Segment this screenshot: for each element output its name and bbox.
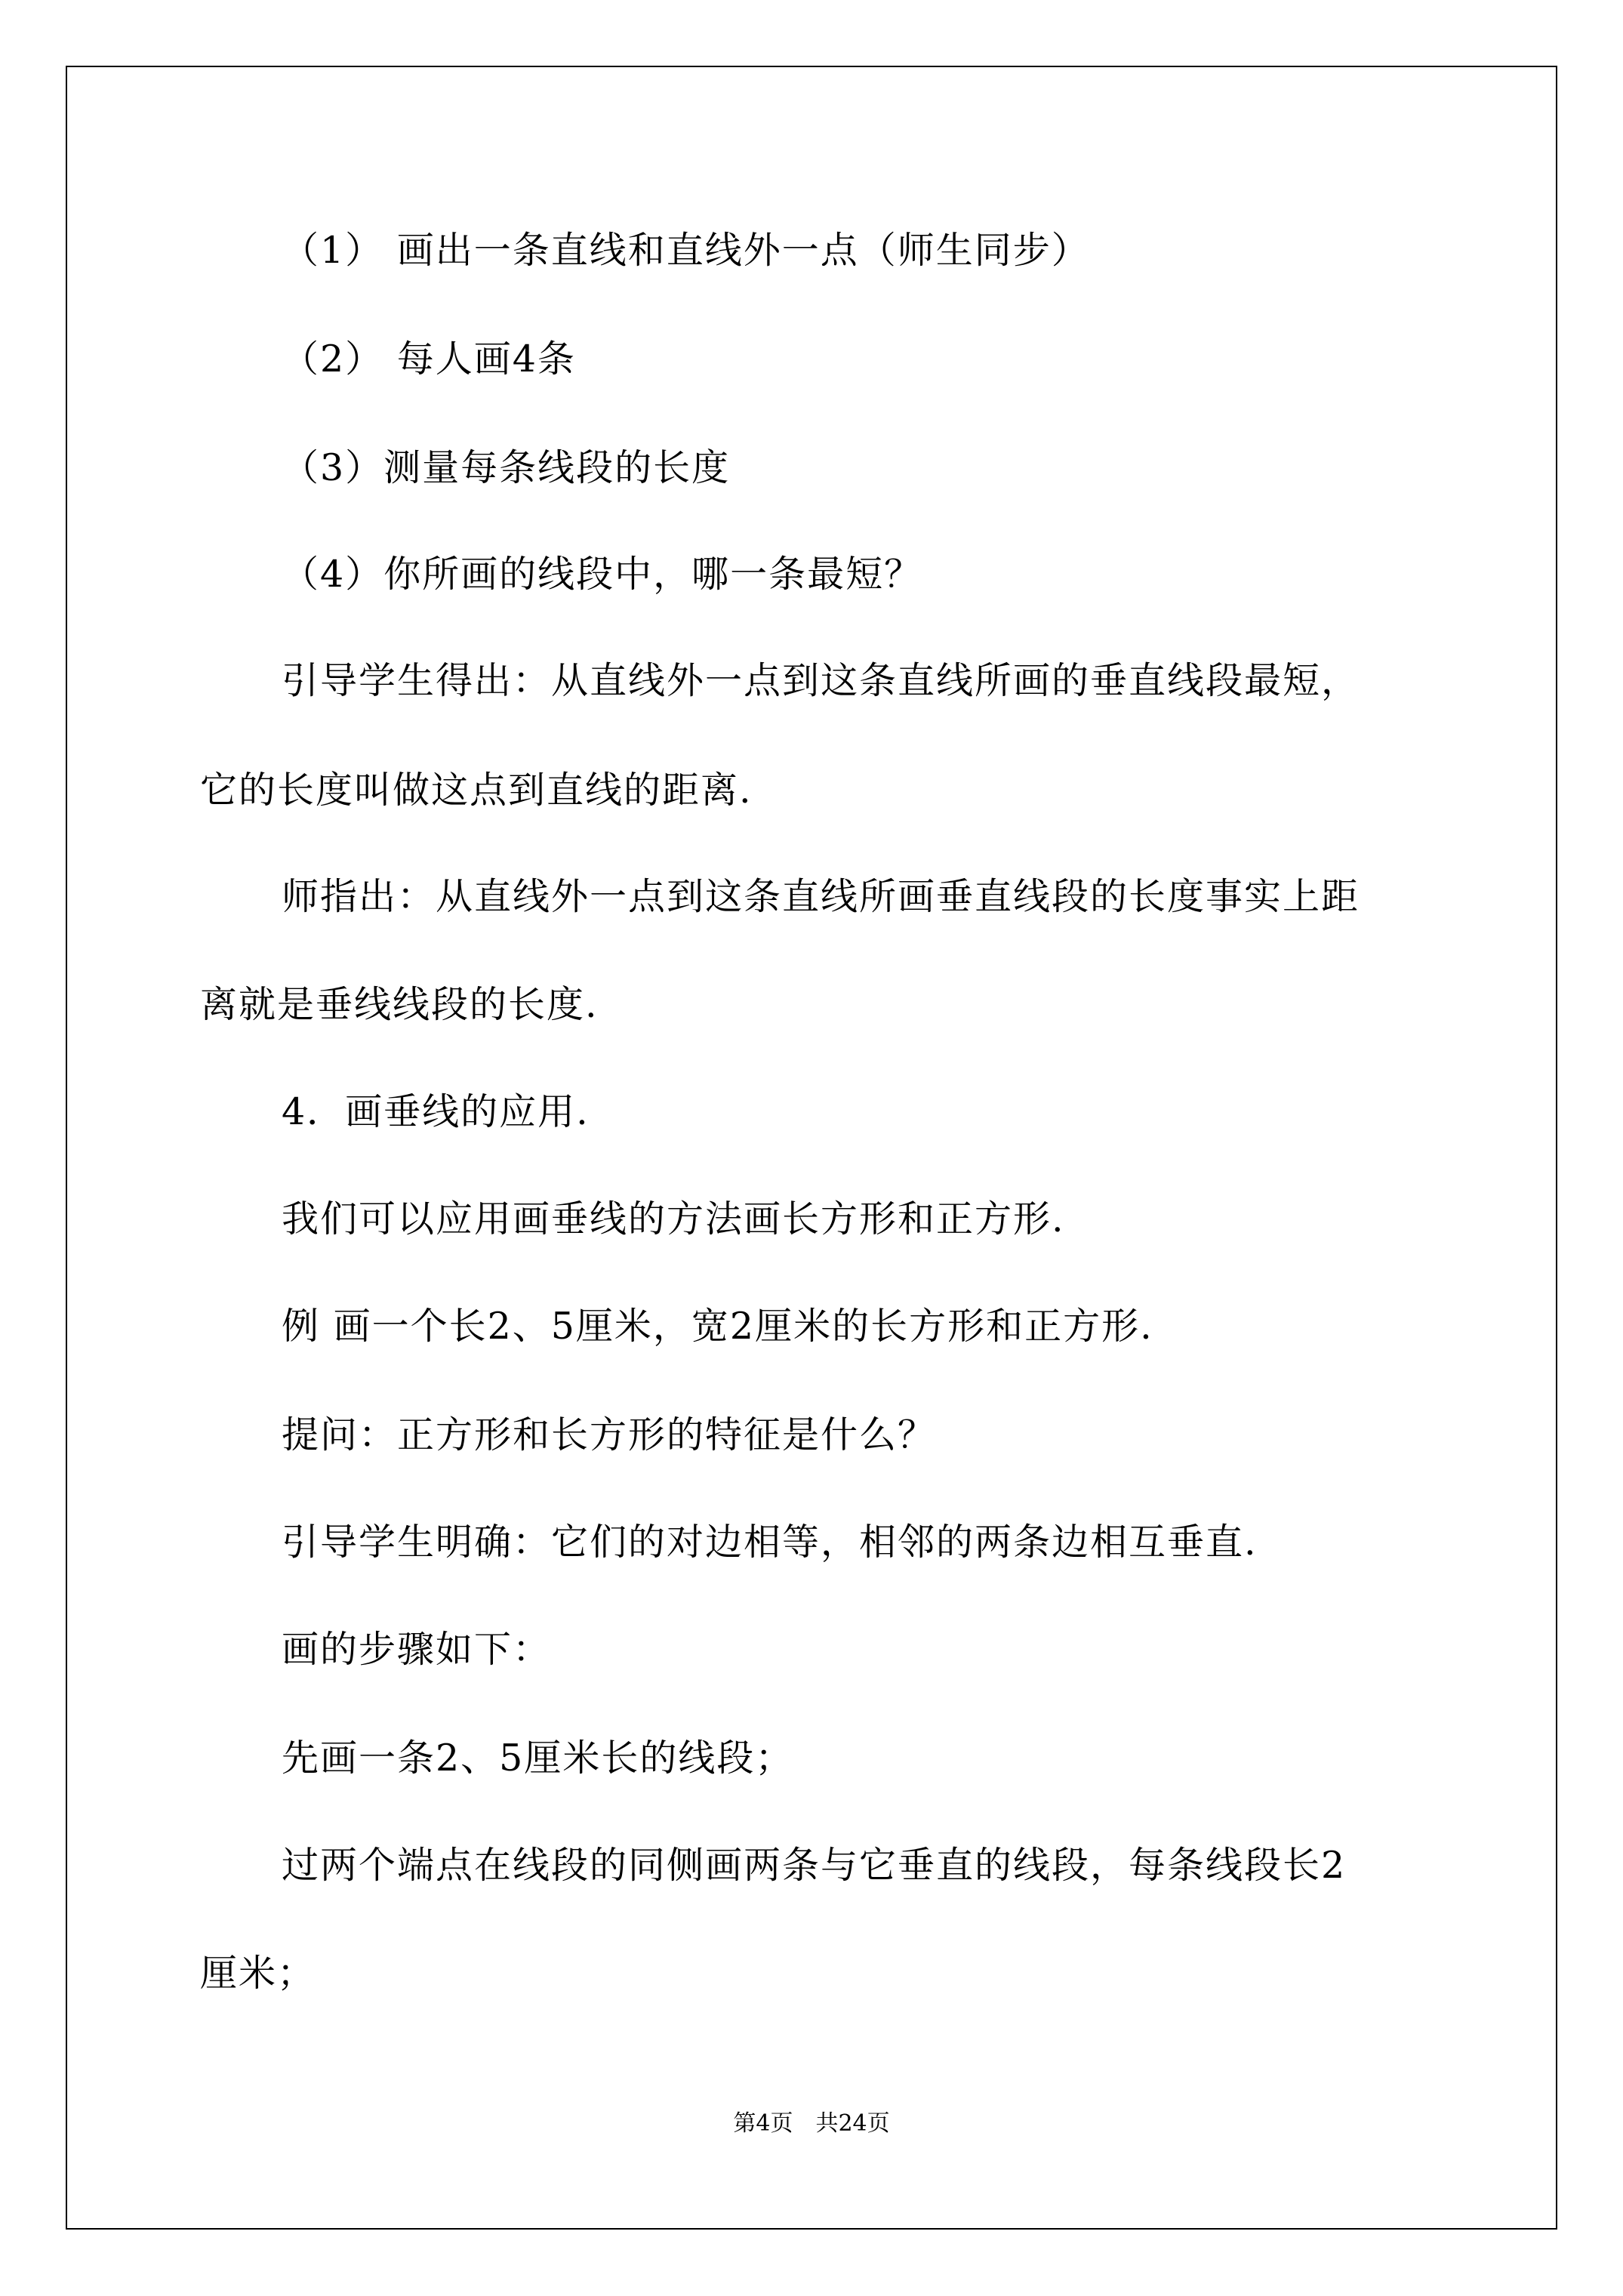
text-line: （1） 画出一条直线和直线外一点（师生同步）	[282, 229, 1090, 272]
page-number-footer: 第4页 共24页	[733, 2110, 890, 2137]
text-line: 我们可以应用画垂线的方法画长方形和正方形.	[282, 1197, 1065, 1240]
text-line: 引导学生得出：从直线外一点到这条直线所画的垂直线段最短，	[282, 659, 1360, 702]
text-line: （2） 每人画4条	[282, 337, 576, 381]
text-line: 引导学生明确：它们的对边相等，相邻的两条边相互垂直.	[282, 1521, 1258, 1564]
text-line: 离就是垂线线段的长度.	[200, 983, 599, 1026]
text-line: 提问：正方形和长方形的特征是什么？	[282, 1413, 937, 1456]
text-line: 先画一条2、5厘米长的线段；	[282, 1737, 794, 1780]
page-border	[66, 66, 1557, 2230]
text-line: 它的长度叫做这点到直线的距离.	[200, 769, 753, 812]
text-line: （4）你所画的线段中，哪一条最短？	[282, 553, 923, 596]
text-line: 过两个端点在线段的同侧画两条与它垂直的线段，每条线段长2	[282, 1844, 1347, 1887]
section-heading: 4．画垂线的应用.	[282, 1090, 590, 1133]
text-line: （3）测量每条线段的长度	[282, 446, 731, 489]
text-line: 例 画一个长2、5厘米，宽2厘米的长方形和正方形.	[282, 1305, 1153, 1348]
text-line: 厘米；	[200, 1952, 316, 1995]
text-line: 师指出：从直线外一点到这条直线所画垂直线段的长度事实上距	[282, 875, 1360, 918]
text-line: 画的步骤如下：	[282, 1628, 552, 1671]
